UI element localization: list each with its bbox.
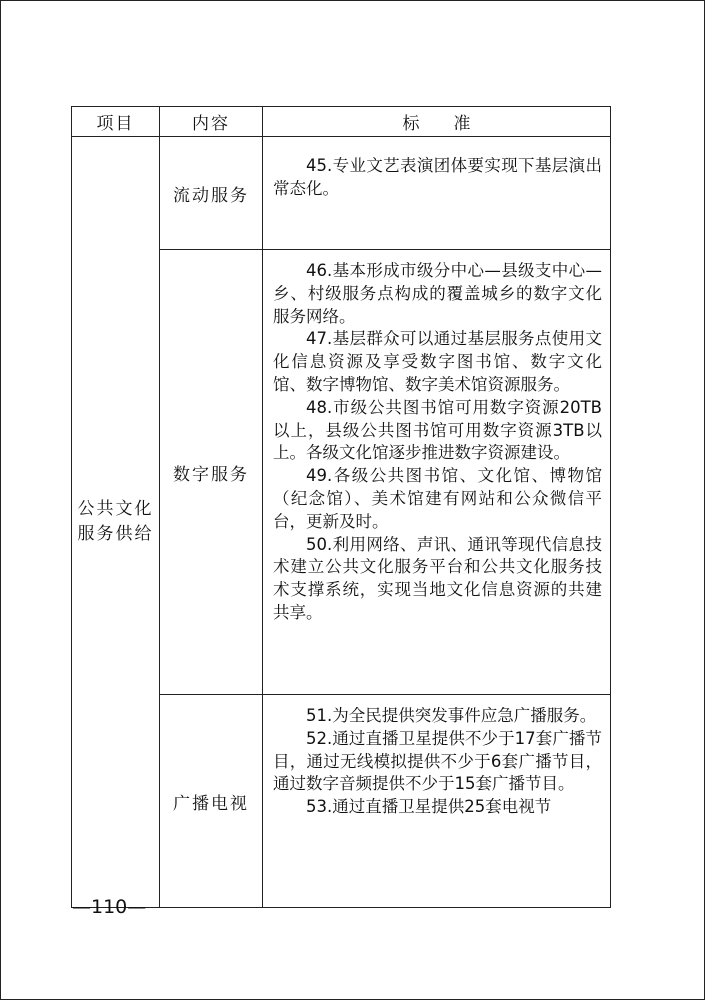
header-content: 内容	[160, 107, 263, 137]
header-standard: 标 准	[263, 107, 611, 137]
category-cell: 公共文化服务供给	[72, 137, 160, 908]
table-row	[72, 137, 611, 250]
table-header-row	[72, 107, 611, 137]
standard-item: 45.专业文艺表演团体要实现下基层演出常态化。	[273, 156, 602, 198]
standard-content	[263, 250, 611, 695]
subcategory-digital-service: 数字服务	[160, 250, 263, 695]
header-project: 项目	[72, 107, 160, 137]
standard-item: 49.各级公共图书馆、文化馆、博物馆（纪念馆）、美术馆建有网站和公众微信平台，更新及时。	[273, 466, 602, 531]
standard-item: 48.市级公共图书馆可用数字资源20TB以上，县级公共图书馆可用数字资源3TB以上。各级文化馆逐步推进数字资源建设。	[273, 397, 602, 463]
standard-item: 46.基本形成市级分中心—县级支中心—乡、村级服务点构成的覆盖城乡的数字文化服务网络。	[273, 261, 602, 326]
standard-item: 47.基层群众可以通过基层服务点使用文化信息资源及享受数字图书馆、数字文化馆、数字博物馆、数字美术馆资源服务。	[273, 329, 602, 394]
subcategory-mobile-service: 流动服务	[160, 137, 263, 250]
standard-item: 53.通过直播卫星提供25套电视节	[306, 797, 552, 817]
standard-content	[263, 695, 611, 908]
standards-table	[71, 106, 611, 908]
standard-item: 52.通过直播卫星提供不少于17套广播节目，通过无线模拟提供不少于6套广播节目，通过数字音频提供不少于15套广播节目。	[273, 728, 602, 794]
standard-item: 50.利用网络、声讯、通讯等现代信息技术建立公共文化服务平台和公共文化服务技术支撑系统，实现当地文化信息资源的共建共享。	[273, 534, 602, 622]
page-number: —110—	[72, 896, 147, 918]
standard-item: 51.为全民提供突发事件应急广播服务。	[306, 706, 597, 725]
subcategory-radio-tv: 广播电视	[160, 695, 263, 908]
standard-content	[263, 137, 611, 250]
